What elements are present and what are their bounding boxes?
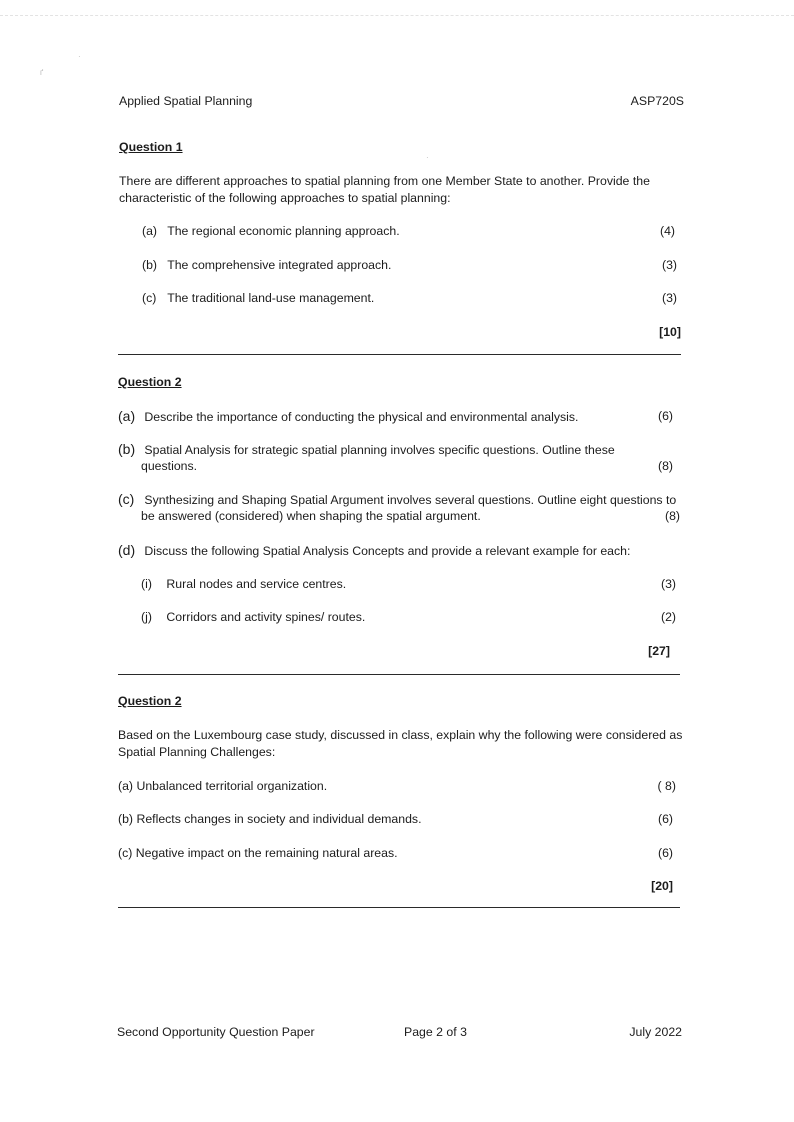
q2-item-c <box>118 491 676 509</box>
q2-subitem-j <box>141 609 365 626</box>
q1-item-c <box>142 290 374 307</box>
item-text-continued: be answered (considered) when shaping the spatial argument. <box>141 509 481 523</box>
q1-item-b <box>142 257 391 274</box>
footer-page-number: Page 2 of 3 <box>404 1025 467 1039</box>
scan-speck: ґ <box>40 68 44 77</box>
scan-speck: · <box>78 52 81 61</box>
item-text: The regional economic planning approach. <box>167 224 400 238</box>
question-2-heading: Question 2 <box>118 375 182 389</box>
footer-date: July 2022 <box>629 1025 682 1039</box>
item-marks: (3) <box>661 291 677 305</box>
item-label: (a) <box>118 408 136 424</box>
question-2-total: [27] <box>648 644 670 658</box>
question-3-intro: Based on the Luxembourg case study, discussed in class, explain why the following were considered as Spatial Planning Challenges: <box>118 728 683 759</box>
question-3-total: [20] <box>651 879 673 893</box>
item-label: (j) <box>141 610 152 624</box>
item-text: Synthesizing and Shaping Spatial Argument involves several questions. Outline eight questions to <box>144 493 677 507</box>
q2-item-b <box>118 441 615 459</box>
item-text: The traditional land-use management. <box>167 291 375 305</box>
item-marks: ( 8) <box>657 779 676 793</box>
item-marks: (8) <box>657 459 673 473</box>
item-marks: (6) <box>657 812 673 826</box>
q3-item-b: (b) Reflects changes in society and individual demands. <box>118 812 422 826</box>
question-1-heading: Question 1 <box>119 140 183 154</box>
question-1-total: [10] <box>659 325 681 339</box>
item-text: Spatial Analysis for strategic spatial planning involves specific questions. Outline these <box>144 443 615 457</box>
item-label: (b) <box>142 258 158 272</box>
course-title: Applied Spatial Planning <box>119 94 253 108</box>
item-marks: (4) <box>659 224 675 238</box>
q3-item-c: (c) Negative impact on the remaining natural areas. <box>118 846 398 860</box>
item-text: Corridors and activity spines/ routes. <box>166 610 366 624</box>
item-marks: (6) <box>657 409 673 423</box>
item-text: The comprehensive integrated approach. <box>167 258 392 272</box>
item-marks: (3) <box>660 577 676 591</box>
q2-item-d <box>118 542 630 560</box>
item-label: (i) <box>141 577 152 591</box>
item-label: (d) <box>118 542 136 558</box>
section-divider <box>118 907 680 908</box>
item-label: (c) <box>142 291 157 305</box>
item-marks: (8) <box>664 509 680 523</box>
question-3-heading: Question 2 <box>118 694 182 708</box>
section-divider <box>118 674 680 675</box>
item-label: (a) <box>142 224 158 238</box>
scan-edge <box>0 15 794 16</box>
item-text: Describe the importance of conducting the physical and environmental analysis. <box>144 410 579 424</box>
question-1-intro: There are different approaches to spatial planning from one Member State to another. Provide the characteristic of the following approaches to spatial planning: <box>119 174 650 205</box>
course-code: ASP720S <box>630 94 684 108</box>
item-text-continued: questions. <box>141 459 198 473</box>
q1-item-a <box>142 223 400 240</box>
q3-item-a: (a) Unbalanced territorial organization. <box>118 779 328 793</box>
scan-speck: · <box>426 153 429 162</box>
item-marks: (6) <box>657 846 673 860</box>
section-divider <box>118 354 681 355</box>
q2-subitem-i <box>141 576 346 593</box>
item-label: (c) <box>118 491 135 507</box>
footer-paper-title: Second Opportunity Question Paper <box>117 1025 315 1039</box>
item-text: Rural nodes and service centres. <box>166 577 347 591</box>
item-marks: (2) <box>660 610 676 624</box>
item-marks: (3) <box>661 258 677 272</box>
item-text: Discuss the following Spatial Analysis Concepts and provide a relevant example for each: <box>144 544 631 558</box>
q2-item-a <box>118 408 578 426</box>
item-label: (b) <box>118 441 136 457</box>
